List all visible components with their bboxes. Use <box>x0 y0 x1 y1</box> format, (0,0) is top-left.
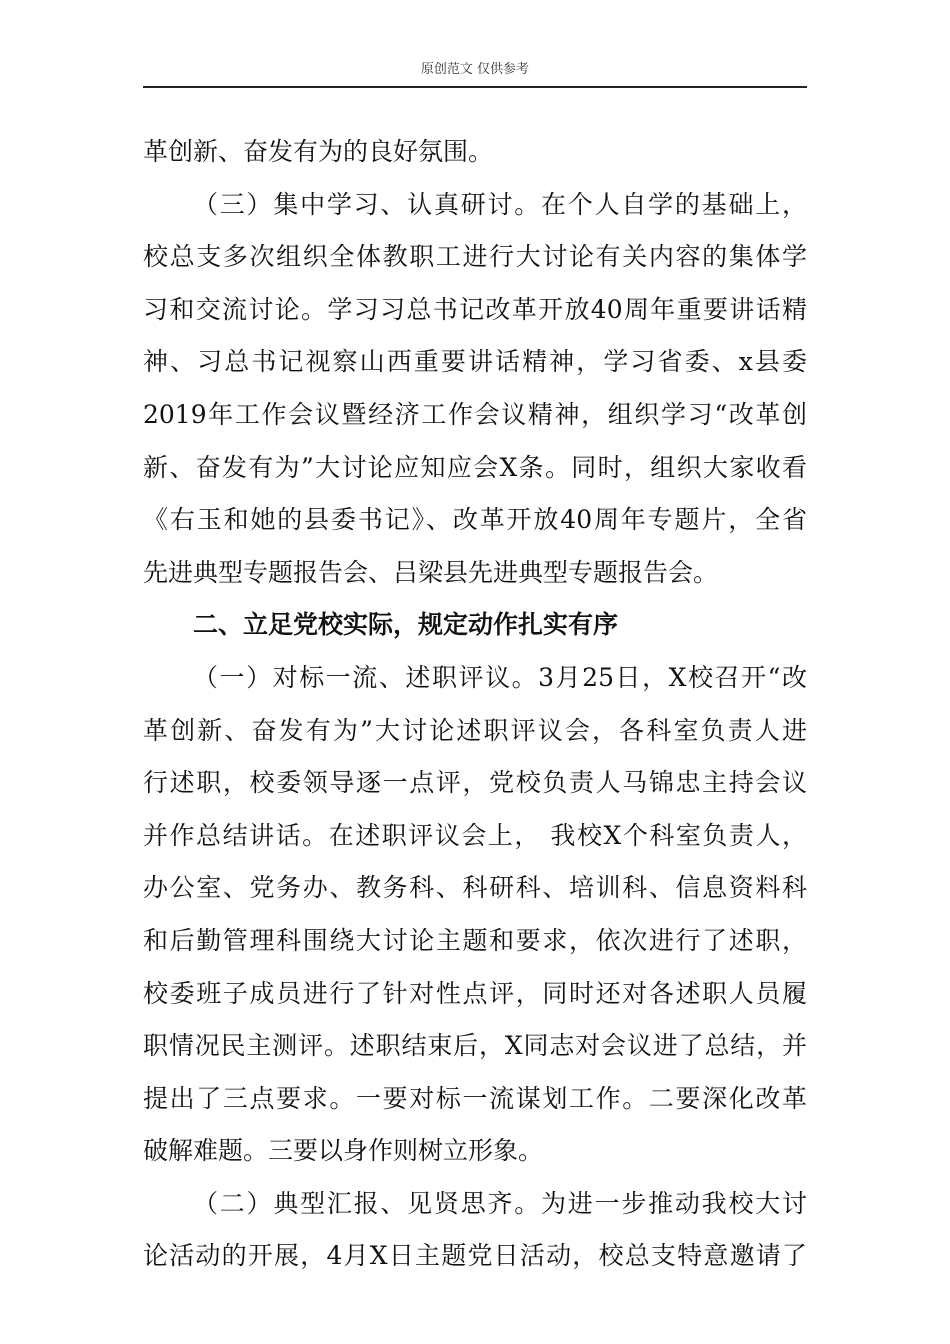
text-line: 论活动的开展，4月X日主题党日活动，校总支特意邀请了 <box>143 1241 807 1271</box>
text-line: （三）集中学习、认真研讨。在个人自学的基础上， <box>193 189 807 219</box>
text-line: 办公室、党务办、教务科、科研科、培训科、信息资料科 <box>143 873 807 903</box>
text-line: 破解难题。三要以身作则树立形象。 <box>143 1136 544 1166</box>
text-line: 先进典型专题报告会、吕梁县先进典型专题报告会。 <box>143 557 719 587</box>
document-body <box>143 126 807 1283</box>
text-line: 和后勤管理科围绕大讨论主题和要求，依次进行了述职， <box>143 925 807 955</box>
text-line: （一）对标一流、述职评议。3月25日，X校召开“改 <box>193 662 807 692</box>
text-line: 提出了三点要求。一要对标一流谋划工作。二要深化改革 <box>143 1083 807 1113</box>
text-line: 2019年工作会议暨经济工作会议精神，组织学习“改革创 <box>143 399 807 429</box>
header-text: 原创范文 仅供参考 <box>420 62 530 77</box>
text-line: 校委班子成员进行了针对性点评，同时还对各述职人员履 <box>143 978 807 1008</box>
text-line: 革创新、奋发有为的良好氛围。 <box>143 137 494 166</box>
text-line: 职情况民主测评。述职结束后，X同志对会议进了总结，并 <box>143 1031 807 1061</box>
text-line: 并作总结讲话。在述职评议会上， 我校X个科室负责人， <box>143 820 807 850</box>
text-line: 新、奋发有为”大讨论应知应会X条。同时，组织大家收看 <box>143 452 807 482</box>
text-line: 革创新、奋发有为”大讨论述职评议会，各科室负责人进 <box>143 715 807 745</box>
text-line: 神、习总书记视察山西重要讲话精神，学习省委、x县委 <box>143 347 807 377</box>
section-heading: 二、立足党校实际，规定动作扎实有序 <box>193 610 619 640</box>
text-line: 《右玉和她的县委书记》、改革开放40周年专题片，全省 <box>143 505 807 535</box>
text-line: （二）典型汇报、见贤思齐。为进一步推动我校大讨 <box>193 1188 807 1218</box>
text-line: 行述职，校委领导逐一点评，党校负责人马锦忠主持会议 <box>143 768 807 798</box>
text-line: 习和交流讨论。学习习总书记改革开放40周年重要讲话精 <box>143 294 807 324</box>
page-header <box>143 60 807 88</box>
text-line: 校总支多次组织全体教职工进行大讨论有关内容的集体学 <box>143 242 807 272</box>
